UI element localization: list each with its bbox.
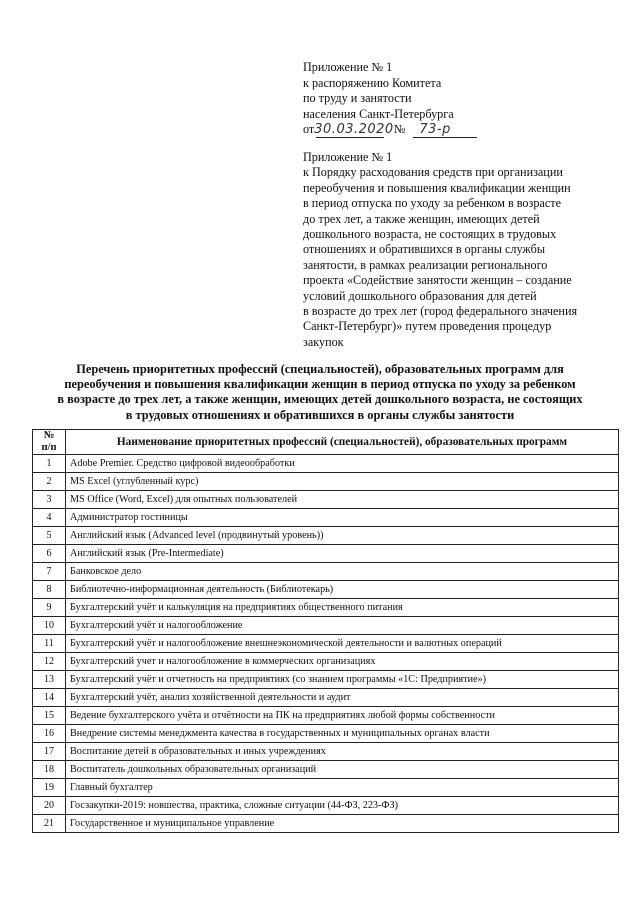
row-number: 5 — [33, 527, 66, 545]
row-name: Бухгалтерский учёт и калькуляция на предприятиях общественного питания — [66, 599, 619, 617]
row-number: 7 — [33, 563, 66, 581]
row-number: 10 — [33, 617, 66, 635]
number-underline — [413, 137, 477, 138]
appendix-1-header — [303, 60, 603, 138]
row-number: 8 — [33, 581, 66, 599]
appendix-2-line: закупок — [303, 334, 344, 349]
appendix-2-line: к Порядку расходования средств при организации — [303, 165, 563, 180]
row-name: Воспитание детей в образовательных и иных учреждениях — [66, 743, 619, 761]
appendix-1-line: населения Санкт-Петербурга — [303, 106, 454, 121]
table-row — [33, 527, 619, 545]
row-name: Библиотечно-информационная деятельность (Библиотекарь) — [66, 581, 619, 599]
row-name: Государственное и муниципальное управление — [66, 815, 619, 833]
row-name: Бухгалтерский учет и налогообложение в коммерческих организациях — [66, 653, 619, 671]
handwritten-date: 30.03.2020 — [314, 122, 394, 137]
row-number: 4 — [33, 509, 66, 527]
row-name: Бухгалтерский учёт и налогообложение — [66, 617, 619, 635]
row-number: 13 — [33, 671, 66, 689]
row-number: 17 — [33, 743, 66, 761]
appendix-2-line: отношениях и обратившихся в органы службы — [303, 242, 546, 257]
appendix-2-body — [303, 165, 608, 350]
row-name: Английский язык (Advanced level (продвинутый уровень)) — [66, 527, 619, 545]
table-row — [33, 653, 619, 671]
appendix-2-title: Приложение № 1 — [303, 150, 393, 164]
table-row — [33, 635, 619, 653]
document-title — [20, 362, 620, 423]
appendix-2-line: проекта «Содействие занятости женщин – создание — [303, 273, 572, 288]
row-number: 20 — [33, 797, 66, 815]
document-title-line: Перечень приоритетных профессий (специальностей), образовательных программ для — [76, 362, 564, 376]
table-row — [33, 797, 619, 815]
row-number: 3 — [33, 491, 66, 509]
row-number: 11 — [33, 635, 66, 653]
row-name: Главный бухгалтер — [66, 779, 619, 797]
number-label: № — [393, 122, 406, 136]
row-number: 14 — [33, 689, 66, 707]
table-row — [33, 599, 619, 617]
table-row — [33, 491, 619, 509]
row-name: Английский язык (Pre-Intermediate) — [66, 545, 619, 563]
appendix-2-line: занятости, в рамках реализации регионального — [303, 257, 548, 272]
table-row — [33, 473, 619, 491]
handwritten-number: 73-р — [419, 122, 451, 137]
row-name: Внедрение системы менеджмента качества в государственных и муниципальных органах власти — [66, 725, 619, 743]
row-number: 6 — [33, 545, 66, 563]
row-number: 16 — [33, 725, 66, 743]
table-row — [33, 689, 619, 707]
table-row — [33, 455, 619, 473]
appendix-2-line: дошкольного возраста, не состоящих в трудовых — [303, 227, 557, 242]
document-title-line: в возрасте до трех лет, а также женщин, имеющих детей дошкольного возраста, не состоящих — [57, 392, 583, 407]
row-number: 18 — [33, 761, 66, 779]
header-number-abbr: п/п — [41, 442, 57, 453]
table-row — [33, 815, 619, 833]
row-name: Бухгалтерский учёт и налогообложение внешнеэкономической деятельности и валютных операций — [66, 635, 619, 653]
row-name: Ведение бухгалтерского учёта и отчётности на ПК на предприятиях любой формы собственности — [66, 707, 619, 725]
appendix-1-date-line — [303, 122, 603, 138]
row-name: MS Excel (углубленный курс) — [66, 473, 619, 491]
row-name: Воспитатель дошкольных образовательных организаций — [66, 761, 619, 779]
row-name: MS Office (Word, Excel) для опытных пользователей — [66, 491, 619, 509]
row-number: 15 — [33, 707, 66, 725]
table-row — [33, 509, 619, 527]
table-row — [33, 671, 619, 689]
appendix-2-line: в возрасте до трех лет (город федерального значения — [303, 304, 578, 319]
table-row — [33, 581, 619, 599]
table-row — [33, 725, 619, 743]
header-number — [33, 430, 66, 455]
appendix-2-line: Санкт-Петербург)» путем проведения процедур — [303, 319, 552, 334]
appendix-2-line: условий дошкольного образования для детей — [303, 288, 537, 303]
row-name: Банковское дело — [66, 563, 619, 581]
header-name: Наименование приоритетных профессий (специальностей), образовательных программ — [66, 430, 619, 455]
appendix-2-line: в период отпуска по уходу за ребенком в возрасте — [303, 196, 561, 211]
table-row — [33, 617, 619, 635]
row-number: 9 — [33, 599, 66, 617]
row-name: Администратор гостиницы — [66, 509, 619, 527]
date-prefix: от — [303, 122, 315, 136]
document-title-line: переобучения и повышения квалификации женщин в период отпуска по уходу за ребенком — [64, 377, 576, 392]
table-row — [33, 707, 619, 725]
table-row — [33, 743, 619, 761]
document-title-line: в трудовых отношениях и обратившихся в органы службы занятости — [125, 407, 515, 422]
appendix-2-line: переобучения и повышения квалификации женщин — [303, 180, 571, 195]
appendix-1-line: к распоряжению Комитета — [303, 75, 442, 90]
row-number: 12 — [33, 653, 66, 671]
row-number: 1 — [33, 455, 66, 473]
row-name: Adobe Premier. Средство цифровой видеообработки — [66, 455, 619, 473]
table-row — [33, 779, 619, 797]
date-underline — [316, 137, 384, 138]
table-row — [33, 761, 619, 779]
row-name: Госзакупки-2019: новшества, практика, сложные ситуации (44-ФЗ, 223-ФЗ) — [66, 797, 619, 815]
appendix-1-line: по труду и занятости — [303, 91, 412, 105]
table-header-row — [33, 430, 619, 455]
appendix-1-title: Приложение № 1 — [303, 60, 393, 74]
row-name: Бухгалтерский учёт, анализ хозяйственной деятельности и аудит — [66, 689, 619, 707]
header-number-symbol: № — [43, 430, 55, 441]
table-row — [33, 563, 619, 581]
appendix-2-header — [303, 150, 608, 350]
professions-table — [32, 429, 619, 833]
appendix-2-line: до трех лет, а также женщин, имеющих детей — [303, 211, 540, 226]
table-row — [33, 545, 619, 563]
row-number: 21 — [33, 815, 66, 833]
row-name: Бухгалтерский учёт и отчетность на предприятиях (со знанием программы «1С: Предприятие») — [66, 671, 619, 689]
row-number: 19 — [33, 779, 66, 797]
row-number: 2 — [33, 473, 66, 491]
